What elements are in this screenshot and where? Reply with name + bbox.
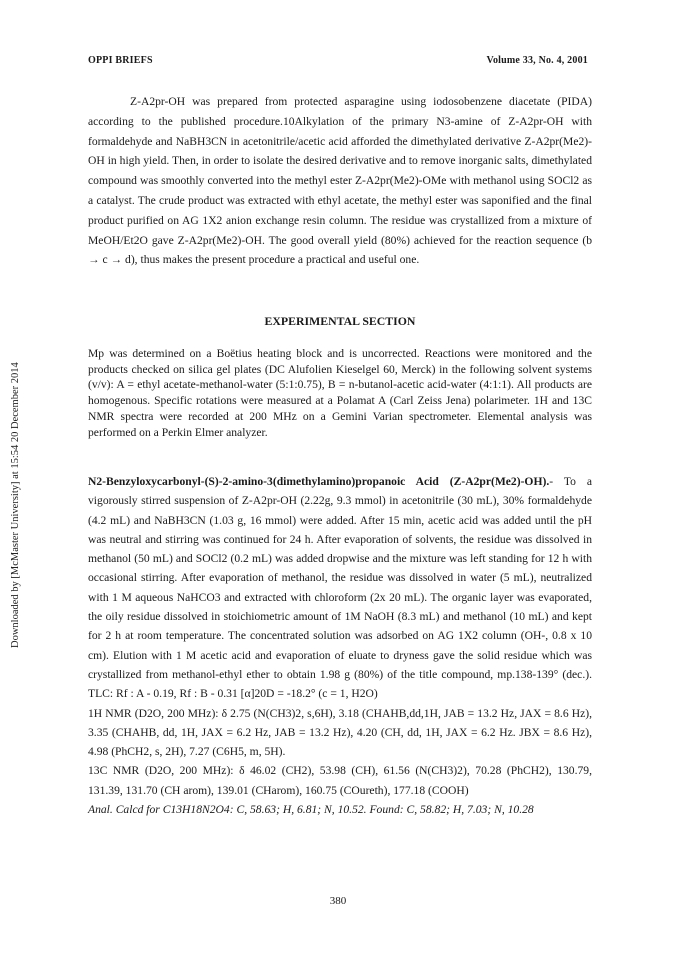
elemental-analysis: Anal. Calcd for C13H18N2O4: C, 58.63; H, 6.81; N, 10.52. Found: C, 58.82; H, 7.03; N, 10.28 [88,803,534,817]
download-watermark [8,250,24,650]
page-number: 380 [329,895,347,907]
section-title: EXPERIMENTAL SECTION [264,314,416,328]
running-header-right: Volume 33, No. 4, 2001 [486,55,588,66]
download-watermark-text: Downloaded by [McMaster University] at 15:54 20 December 2014 [10,362,21,648]
intro-paragraph [88,92,592,270]
h-nmr-data: 1H NMR (D2O, 200 MHz): δ 2.75 (N(CH3)2, s,6H), 3.18 (CHAHB,dd,1H, JAB = 13.2 Hz, JAX = 8.6 Hz), 3.35 (CHAHB, dd, 1H, JAX = 6.2 Hz, JAB = 13.2 Hz), 4.20 (CH, dd, 1H, JAX = 6.2 Hz. JBX = 8.6 Hz), 4.98 (PhCH2, s, 2H), 7.27 (C6H5, m, 5H). [88,706,592,759]
intro-paragraph-text: Z-A2pr-OH was prepared from protected asparagine using iodosobenzene diacetate (PIDA) according to the published procedure.10Alkylation of the primary N3-amine of Z-A2pr-OH with formaldehyde and NaBH3CN in acetonitrile/acetic acid afforded the dimethylated derivative Z-A2pr(Me2)-OH in high yield. Then, in order to isolate the desired derivative and to remove inorganic salts, dimethylated compound was smoothly converted into the methyl ester Z-A2pr(Me2)-OMe with methanol using SOCl2 as a catalyst. The crude product was extracted with ethyl acetate, the methyl ester was saponified and the final product purified on AG 1X2 anion exchange resin column. The residue was crystallized from a mixture of MeOH/Et2O gave Z-A2pr(Me2)-OH. The good overall yield (80%) achieved for the reaction sequence (b → c → d), thus makes the present procedure a practical and useful one. [88,95,592,267]
procedure-body [88,475,592,700]
running-header-left: OPPI BRIEFS [88,55,153,66]
procedure-text: - To a vigorously stirred suspension of Z-A2pr-OH (2.22g, 9.3 mmol) in acetonitrile (30 mL), 30% formaldehyde (4.2 mL) and NaBH3CN (1.03 g, 16 mmol) were added. After 15 min, acetic acid was added until the pH was neutral and stirring was continued for 24 h. After evaporation of solvents, the residue was dissolved in methanol (50 mL) and SOCl2 (0.2 mL) was added dropwise and the mixture was left standing for 12 h with occasional stirring. After evaporation of methanol, the residue was dissolved in water (5 mL), neutralized with 1 M aqueous NaHCO3 and extracted with chloroform (2x 20 mL). The organic layer was evaporated, the oily residue dissolved in stoichiometric amount of 1M NaOH (8.3 mL) and methanol (10 mL) and kept for 2 h at room temperature. The concentrated solution was adsorbed on AG 1X2 column (OH-, 0.8 x 10 cm). Elution with 1 M acetic acid and evaporation of eluate to dryness gave the solid residue which was crystallized from methanol-ethyl ether to obtain 1.98 g (80%) of the title compound, mp.138-139° (dec.). TLC: Rf : A - 0.19, Rf : B - 0.31 [α]20D = -18.2° (c = 1, H2O) [88,475,592,701]
experimental-paragraph: Mp was determined on a Boëtius heating block and is uncorrected. Reactions were monitored and the products checked on silica gel plates (DC Alufolien Kieselgel 60, Merck) in the following solvent systems (v/v): A = ethyl acetate-methanol-water (5:1:0.75), B = n-butanol-acetic acid-water (4:1:1). All products are homogenous. Specific rotations were measured at a Polamat A (Carl Zeiss Jena) polarimeter. 1H and 13C NMR spectra were recorded at 200 MHz on a Gemini Varian spectrometer. Elemental analysis was performed on a Perkin Elmer analyzer. [88,347,592,439]
c-nmr-data: 13C NMR (D2O, 200 MHz): δ 46.02 (CH2), 53.98 (CH), 61.56 (N(CH3)2), 70.28 (PhCH2), 130.79, 131.39, 131.70 (CH arom), 139.01 (CHarom), 160.75 (COureth), 177.18 (COOH) [88,764,592,797]
compound-heading: N2-Benzyloxycarbonyl-(S)-2-amino-3(dimethylamino)propanoic Acid (Z-A2pr(Me2)-OH). [88,475,550,488]
procedure-block [88,472,592,819]
